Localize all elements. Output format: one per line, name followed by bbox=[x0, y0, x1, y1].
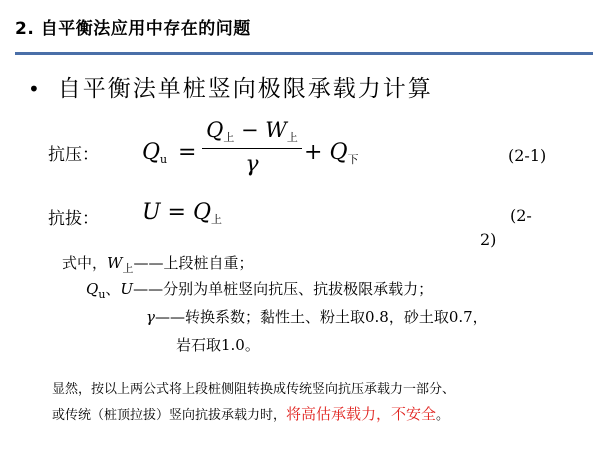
definition-line-4: 岩石取1.0。 bbox=[176, 336, 260, 354]
formula1-tail-sym: Q bbox=[329, 140, 348, 165]
formula1-num-b: W bbox=[265, 118, 287, 142]
formula1-numerator bbox=[202, 118, 302, 145]
formula1-minus: − bbox=[234, 118, 266, 142]
warning-text: 将高估承载力，不安全 bbox=[286, 405, 437, 423]
defs-w-symbol: W bbox=[107, 254, 123, 272]
formula2-q-sub: 上 bbox=[211, 213, 223, 226]
subtitle-text: 自平衡法单桩竖向极限承载力计算 bbox=[57, 76, 433, 102]
defs-q-sub: u bbox=[98, 288, 106, 301]
definition-line-2 bbox=[86, 278, 433, 306]
conclusion-note bbox=[52, 378, 572, 428]
header-divider bbox=[15, 52, 593, 55]
definition-line-1 bbox=[62, 252, 253, 280]
note-line-2 bbox=[52, 402, 572, 428]
formula1-lhs-sub: u bbox=[160, 153, 168, 166]
formula1-denominator: γ bbox=[245, 152, 259, 177]
defs-w-sub: 上 bbox=[122, 262, 134, 275]
fraction-bar bbox=[202, 148, 302, 149]
defs-prefix: 式中， bbox=[62, 254, 108, 272]
note-line-2-prefix: 或传统（桩顶拉拔）竖向抗拔承载力时， bbox=[52, 408, 287, 423]
formula1-equals: = bbox=[178, 140, 197, 165]
section-title: 2. 自平衡法应用中存在的问题 bbox=[15, 19, 251, 39]
defs-gamma-symbol: γ bbox=[146, 308, 155, 326]
definition-line-3 bbox=[146, 306, 488, 328]
defs-separator: 、 bbox=[105, 280, 121, 298]
formula1-num-a: Q bbox=[206, 118, 224, 142]
uplift-formula bbox=[142, 200, 222, 227]
defs-q-text: ——分别为单桩竖向抗压、抗拔极限承载力； bbox=[133, 280, 434, 298]
defs-w-text: ——上段桩自重； bbox=[133, 254, 254, 272]
formula1-num-b-sub: 上 bbox=[286, 131, 298, 144]
defs-q-symbol: Q bbox=[86, 280, 99, 298]
defs-u-symbol: U bbox=[120, 280, 134, 298]
bullet-icon: • bbox=[28, 77, 42, 101]
equation-number-2a: (2- bbox=[510, 206, 532, 225]
formula1-lhs: Q bbox=[142, 140, 161, 165]
equation-number-2b: 2) bbox=[480, 230, 497, 249]
compression-formula bbox=[142, 118, 362, 188]
formula1-num-a-sub: 上 bbox=[223, 131, 235, 144]
formula1-tail-sub: 下 bbox=[347, 153, 359, 166]
defs-gamma-text: ——转换系数；黏性土、粉土取0.8，砂土取0.7， bbox=[154, 308, 488, 326]
formula2-q: Q bbox=[192, 200, 212, 225]
formula1-tail bbox=[304, 140, 358, 167]
formula1-plus: + bbox=[304, 140, 330, 165]
note-line-1: 显然，按以上两公式将上段桩侧阻转换成传统竖向抗压承载力一部分、 bbox=[52, 382, 456, 397]
uplift-label: 抗拔： bbox=[48, 209, 99, 229]
equation-number-1: (2-1) bbox=[508, 146, 547, 165]
compression-label: 抗压： bbox=[48, 145, 99, 165]
note-line-2-suffix: 。 bbox=[436, 408, 450, 423]
formula2-u: U bbox=[142, 200, 161, 225]
slide-subtitle bbox=[28, 70, 433, 103]
formula2-equals: = bbox=[160, 200, 193, 225]
